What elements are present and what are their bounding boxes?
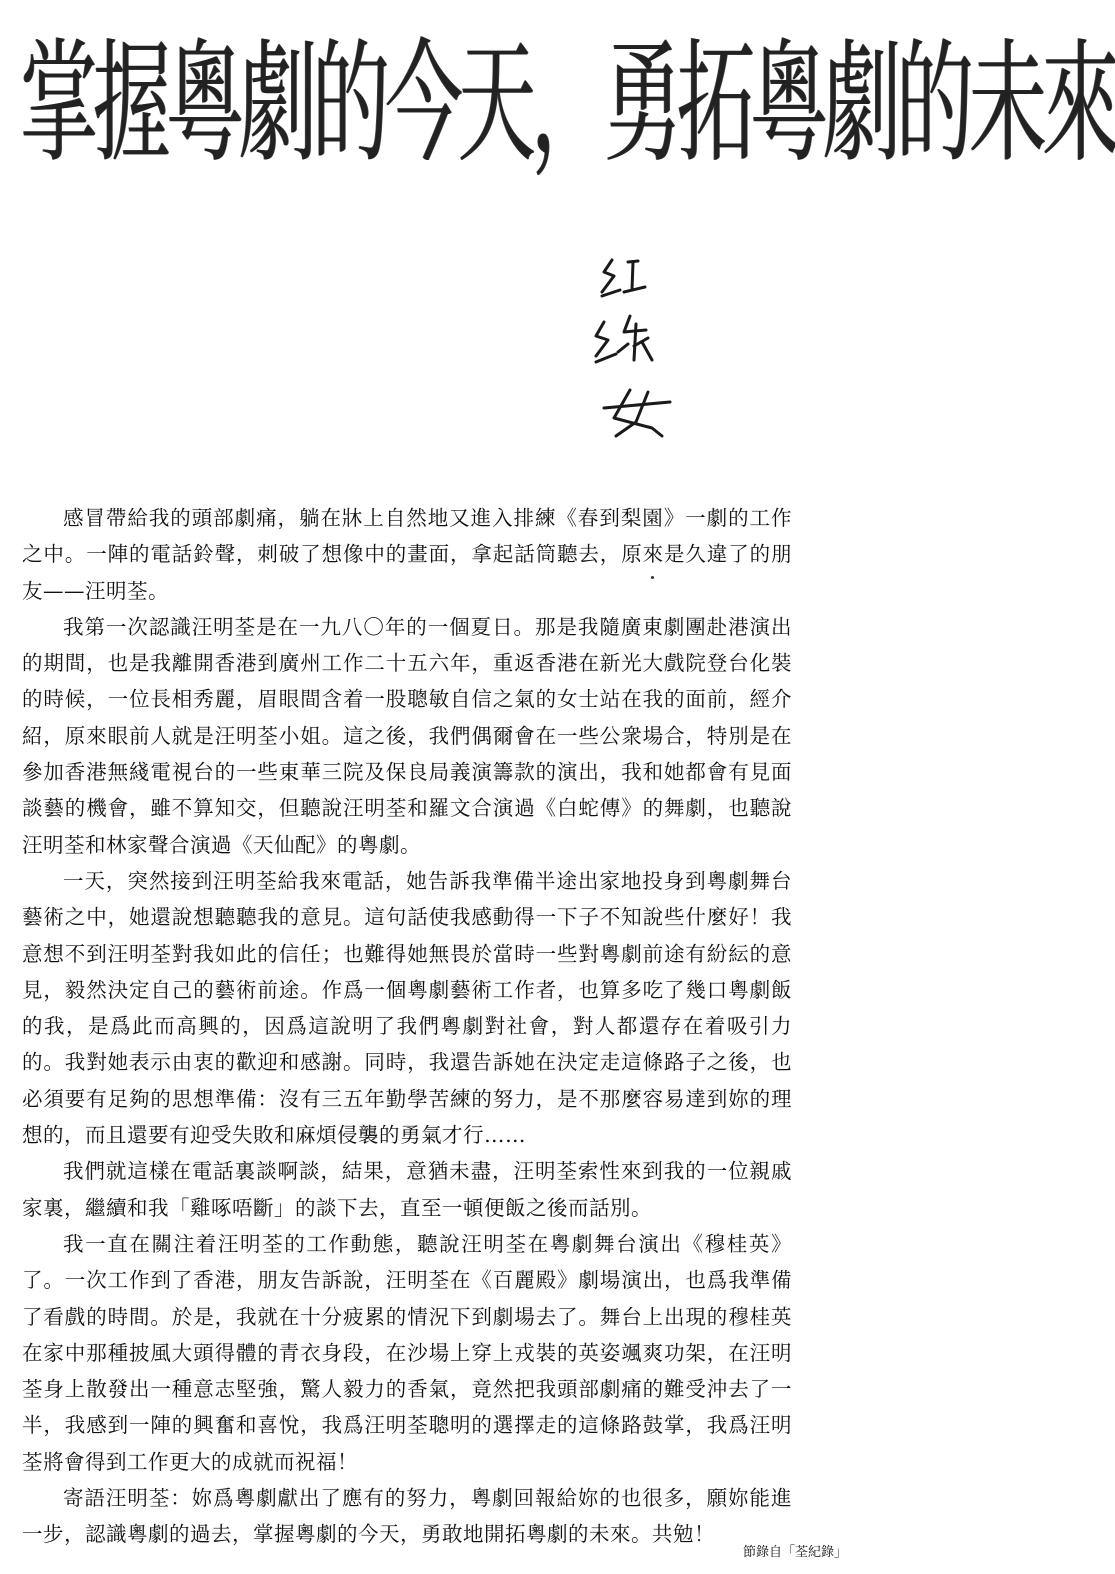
paragraph: 感冒帶給我的頭部劇痛，躺在牀上自然地又進入排練《春到梨園》一劇的工作之中。一陣的電話鈴聲，刺破了想像中的畫面，拿起話筒聽去，原來是久違了的朋友——汪明荃。 (22, 506, 792, 603)
handwritten-signature-icon (590, 252, 680, 442)
paragraph: 寄語汪明荃：妳爲粵劇獻出了應有的努力，粵劇回報給妳的也很多，願妳能進一步，認識粵劇的過去，掌握粵劇的今天，勇敢地開拓粵劇的未來。共勉！ (22, 1486, 792, 1547)
paragraph: 我第一次認識汪明荃是在一九八〇年的一個夏日。那是我隨廣東劇團赴港演出的期間，也是我離開香港到廣州工作二十五六年，重返香港在新光大戲院登台化裝的時候，一位長相秀麗，眉眼間含着一股聰敏自信之氣的女士站在我的面前，經介紹，原來眼前人就是汪明荃小姐。這之後，我們偶爾會在一些公衆場合，特別是在參加香港無綫電視台的一些東華三院及保良局義演籌款的演出，我和她都會有見面談藝的機會，雖不算知交，但聽說汪明荃和羅文合演過《白蛇傳》的舞劇，也聽說汪明荃和林家聲合演過《天仙配》的粵劇。 (22, 614, 792, 857)
author-signature (590, 252, 680, 442)
article-title: 掌握粵劇的今天，勇拓粵劇的未來 (20, 28, 1115, 182)
paragraph: 我們就這樣在電話裏談啊談，結果，意猶未盡，汪明荃索性來到我的一位親戚家裏，繼續和我「雞啄唔斷」的談下去，直至一頓便飯之後而話別。 (22, 1159, 792, 1220)
paragraph: 一天，突然接到汪明荃給我來電話，她告訴我準備半途出家地投身到粵劇舞台藝術之中，她還說想聽聽我的意見。這句話使我感動得一下子不知說些什麼好！我意想不到汪明荃對我如此的信任；也難得她無畏於當時一些對粵劇前途有紛紜的意見，毅然決定自己的藝術前途。作爲一個粵劇藝術工作者，也算多吃了幾口粵劇飯的我，是爲此而高興的，因爲這說明了我們粵劇對社會，對人都還存在着吸引力的。我對她表示由衷的歡迎和感謝。同時，我還告訴她在決定走這條路子之後，也必須要有足夠的思想準備：沒有三五年勤學苦練的努力，是不那麼容易達到妳的理想的，而且還要有迎受失敗和麻煩侵襲的勇氣才行…… (22, 868, 792, 1148)
source-note: 節錄自「荃紀錄」 (742, 1545, 847, 1560)
article-body (22, 500, 792, 1553)
paragraph: 我一直在關注着汪明荃的工作動態，聽說汪明荃在粵劇舞台演出《穆桂英》了。一次工作到了香港，朋友告訴說，汪明荃在《百麗殿》劇場演出，也爲我準備了看戲的時間。於是，我就在十分疲累的情況下到劇場去了。舞台上出現的穆桂英在家中那種披風大頭得體的青衣身段，在沙場上穿上戎裝的英姿颯爽功架，在汪明荃身上散發出一種意志堅強，驚人毅力的香氣，竟然把我頭部劇痛的難受沖去了一半，我感到一陣的興奮和喜悅，我爲汪明荃聰明的選擇走的這條路鼓掌，我爲汪明荃將會得到工作更大的成就而祝福！ (22, 1231, 792, 1474)
